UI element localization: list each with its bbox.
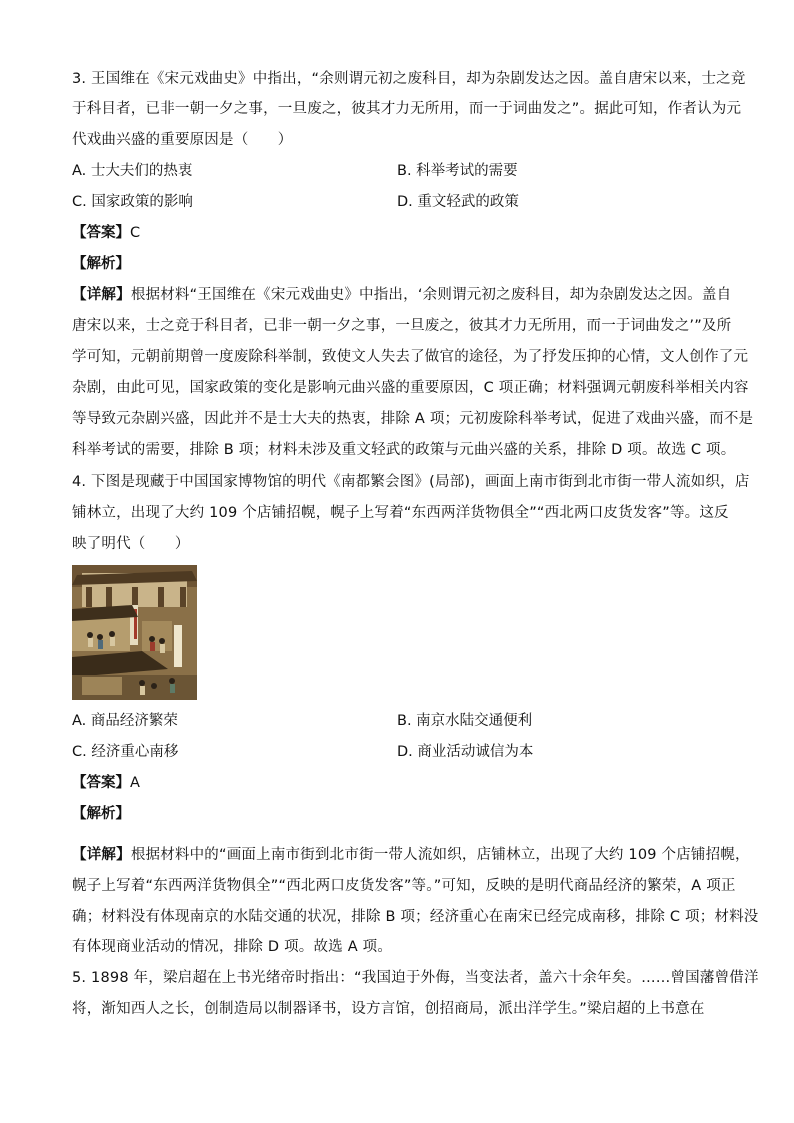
q3-detail-line-3: 学可知，元朝前期曾一度废除科举制，致使文人失去了做官的途径，为了抒发压抑的心情，文人创作了元 [72,349,749,365]
q4-stem-line-1: 4. 下图是现藏于中国国家博物馆的明代《南都繁会图》(局部)，画面上南市街到北市街一带人流如织，店 [72,474,750,490]
q4-detail-line-4: 有体现商业活动的情况，排除 D 项。故选 A 项。 [72,939,393,955]
q5-stem-line-1: 5. 1898 年，梁启超在上书光绪帝时指出：“我国迫于外侮，当变法者，盖六十余年矣。……曾国藩曾借洋 [72,970,759,986]
q3-detail-label: 【详解】 [72,287,131,303]
q3-stem-line-3: 代戏曲兴盛的重要原因是（ ） [72,132,293,148]
q4-answer-label: 【答案】 [72,775,130,791]
q3-answer-row [72,223,140,243]
q3-stem-line-2: 于科目者，已非一朝一夕之事，一旦废之，彼其才力无所用，而一于词曲发之”。据此可知，作者认为元 [72,101,742,117]
nandu-fanhui-painting-image [72,565,197,700]
q3-answer-value: C [130,225,141,241]
q3-detail-line-4: 杂剧，由此可见，国家政策的变化是影响元曲兴盛的重要原因，C 项正确；材料强调元朝废科举相关内容 [72,380,749,396]
q4-answer-value: A [130,775,140,791]
q4-option-c: C. 经济重心南移 [72,744,179,760]
q4-detail-line-3: 确；材料没有体现南京的水陆交通的状况，排除 B 项；经济重心在南宋已经完成南移，排除 C 项；材料没 [72,909,759,925]
q3-option-c: C. 国家政策的影响 [72,194,193,210]
q4-detail-label: 【详解】 [72,847,131,863]
q4-answer-row [72,773,140,793]
q3-option-d: D. 重文轻武的政策 [397,194,519,210]
q4-stem-line-3: 映了明代（ ） [72,536,190,552]
q4-option-d: D. 商业活动诚信为本 [397,744,534,760]
q3-detail-text-1: 根据材料“王国维在《宋元戏曲史》中指出，‘余则谓元初之废科目，却为杂剧发达之因。盖自 [130,287,732,303]
q4-detail-line-1 [72,845,750,865]
q4-detail-text-1: 根据材料中的“画面上南市街到北市街一带人流如织，店铺林立，出现了大约 109 个店铺招幌， [130,847,750,863]
q3-stem-line-1: 3. 王国维在《宋元戏曲史》中指出，“余则谓元初之废科目，却为杂剧发达之因。盖自唐宋以来，士之竞 [72,71,746,87]
q3-detail-line-1 [72,285,732,305]
q4-option-a: A. 商品经济繁荣 [72,713,178,729]
q5-stem-line-2: 将，渐知西人之长，创制造局以制器译书，设方言馆，创招商局，派出洋学生。”梁启超的上书意在 [72,1001,705,1017]
q3-detail-line-5: 等导致元杂剧兴盛，因此并不是士大夫的热衷，排除 A 项；元初废除科举考试，促进了戏曲兴盛，而不是 [72,411,754,427]
q4-option-b: B. 南京水陆交通便利 [397,713,533,729]
q3-detail-line-6: 科举考试的需要，排除 B 项；材料未涉及重文轻武的政策与元曲兴盛的关系，排除 D 项。故选 C 项。 [72,442,736,458]
q4-analysis-label: 【解析】 [72,806,130,822]
q3-analysis-label: 【解析】 [72,256,130,272]
q4-stem-line-2: 铺林立，出现了大约 109 个店铺招幌，幌子上写着“东西两洋货物俱全”“西北两口皮货发客”等。这反 [72,505,729,521]
q3-detail-line-2: 唐宋以来，士之竞于科目者，已非一朝一夕之事，一旦废之，彼其才力无所用，而一于词曲发之’”及所 [72,318,732,334]
q3-option-b: B. 科举考试的需要 [397,163,518,179]
q4-detail-line-2: 幌子上写着“东西两洋货物俱全”“西北两口皮货发客”等。”可知，反映的是明代商品经济的繁荣，A 项正 [72,878,736,894]
q3-option-a: A. 士大夫们的热衷 [72,163,193,179]
q3-answer-label: 【答案】 [72,225,130,241]
